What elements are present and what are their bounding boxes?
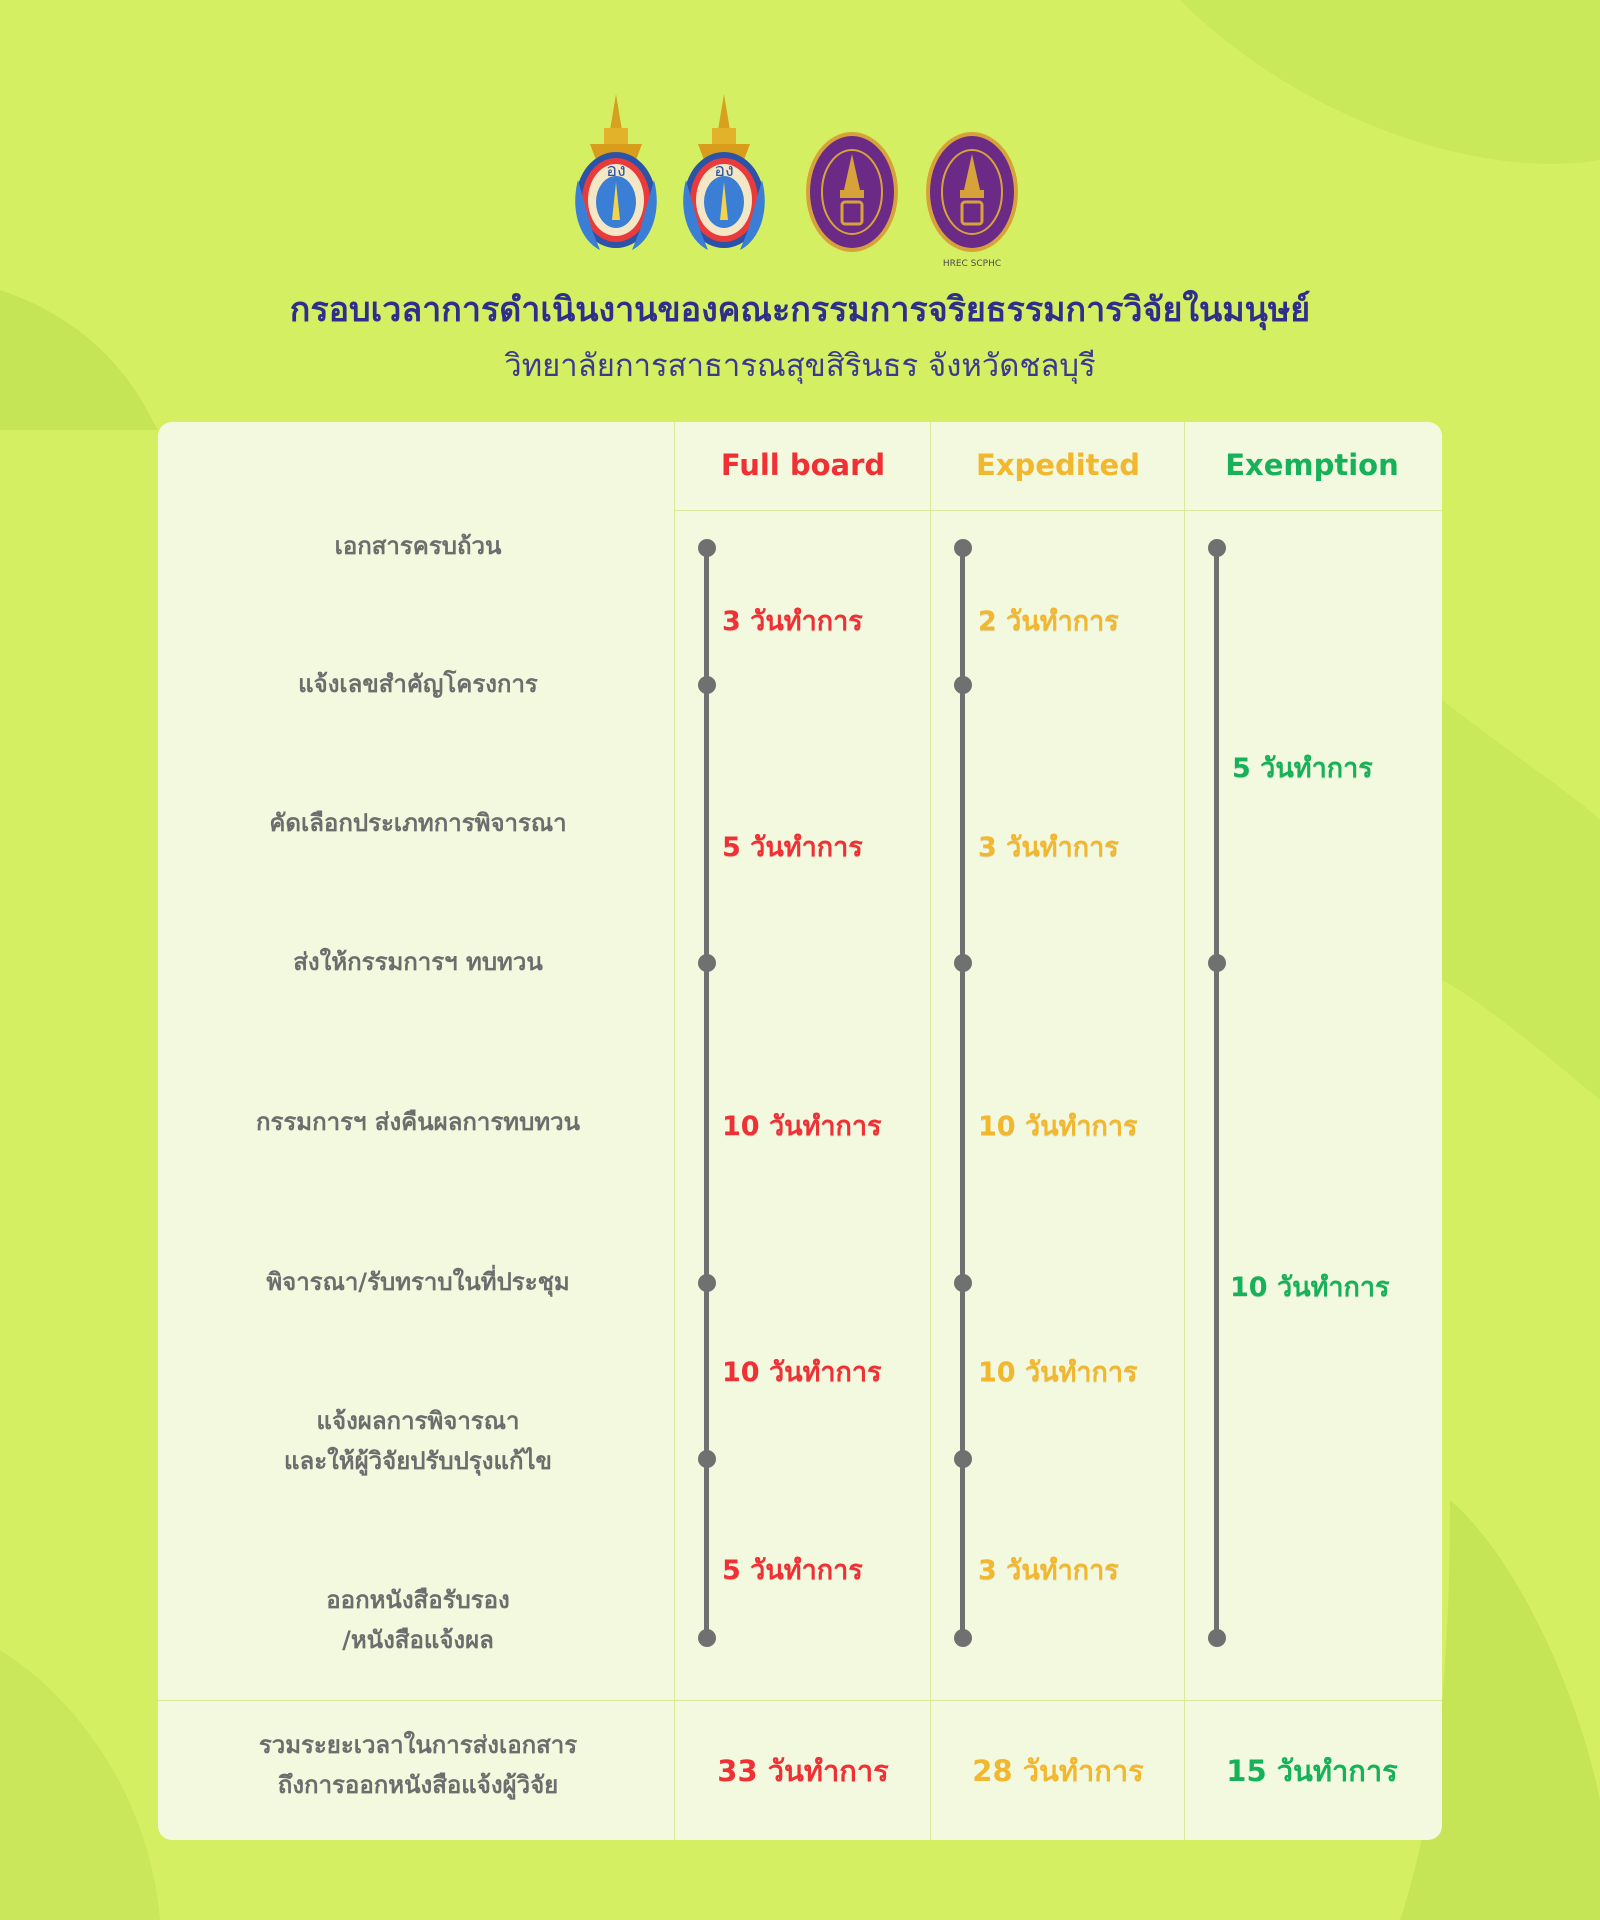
column-divider [674,422,675,1840]
full-board-total: 33 วันทำการ [717,1754,889,1788]
ministry-emblem-2 [678,90,770,260]
exemption-duration: 10 วันทำการ [1230,1272,1390,1303]
step-label: พิจารณา/รับทราบในที่ประชุม [266,1268,570,1296]
timeline-milestone [954,1629,972,1647]
exemption-duration: 5 วันทำการ [1232,753,1373,784]
full-board-duration: 5 วันทำการ [722,832,863,863]
expedited-duration: 10 วันทำการ [978,1111,1138,1142]
expedited-duration: 2 วันทำการ [978,606,1119,637]
exemption-timeline-track [1214,548,1219,1638]
full-board-duration: 10 วันทำการ [722,1357,882,1388]
logo-text: อง [714,160,734,181]
full-board-timeline-track [704,548,709,1638]
timeline-milestone [954,1450,972,1468]
step-label-continued: และให้ผู้วิจัยปรับปรุงแก้ไข [284,1447,552,1475]
column-header-full-board: Full board [720,448,886,482]
timeline-milestone [954,539,972,557]
column-header-exemption: Exemption [1225,448,1399,482]
timeline-milestone [698,676,716,694]
step-label: แจ้งเลขสำคัญโครงการ [298,670,538,698]
page-title: กรอบเวลาการดำเนินงานของคณะกรรมการจริยธรรมการวิจัยในมนุษย์ [289,290,1311,330]
timeline-milestone [698,1274,716,1292]
expedited-duration: 3 วันทำการ [978,832,1119,863]
timeline-milestone [698,1629,716,1647]
logo-text: อง [606,160,626,181]
expedited-duration: 3 วันทำการ [978,1555,1119,1586]
totals-label-continued: ถึงการออกหนังสือแจ้งผู้วิจัย [277,1771,559,1799]
sirindhorn-college-seal-2 [924,130,1020,270]
header-divider [674,510,1442,511]
timeline-milestone [698,954,716,972]
totals-label: รวมระยะเวลาในการส่งเอกสาร [258,1731,578,1759]
full-board-duration: 5 วันทำการ [722,1555,863,1586]
timeline-milestone [954,676,972,694]
column-divider [930,422,931,1840]
column-header-expedited: Expedited [976,448,1140,482]
step-label: ส่งให้กรรมการฯ ทบทวน [293,948,543,976]
timeline-milestone [954,1274,972,1292]
step-label: เอกสารครบถ้วน [334,532,502,560]
ministry-emblem-1 [570,90,662,260]
expedited-total: 28 วันทำการ [972,1754,1144,1788]
exemption-total: 15 วันทำการ [1226,1754,1398,1788]
logo-row [0,90,1600,270]
step-label: กรรมการฯ ส่งคืนผลการทบทวน [255,1108,581,1136]
step-label: คัดเลือกประเภทการพิจารณา [269,809,567,837]
sirindhorn-college-seal-1 [804,130,900,254]
full-board-duration: 3 วันทำการ [722,606,863,637]
expedited-duration: 10 วันทำการ [978,1357,1138,1388]
logo-caption: HREC SCPHC [942,259,1002,269]
timeline-milestone [1208,1629,1226,1647]
step-label-continued: /หนังสือแจ้งผล [342,1626,494,1654]
timeline-milestone [954,954,972,972]
full-board-duration: 10 วันทำการ [722,1111,882,1142]
timeline-milestone [698,539,716,557]
totals-divider [158,1700,1442,1701]
timeline-milestone [1208,539,1226,557]
step-label: ออกหนังสือรับรอง [326,1586,510,1614]
timeline-milestone [698,1450,716,1468]
timeline-milestone [1208,954,1226,972]
expedited-timeline-track [960,548,965,1638]
column-divider [1184,422,1185,1840]
page-subtitle: วิทยาลัยการสาธารณสุขสิรินธร จังหวัดชลบุรี [504,348,1096,384]
step-label: แจ้งผลการพิจารณา [316,1407,520,1435]
